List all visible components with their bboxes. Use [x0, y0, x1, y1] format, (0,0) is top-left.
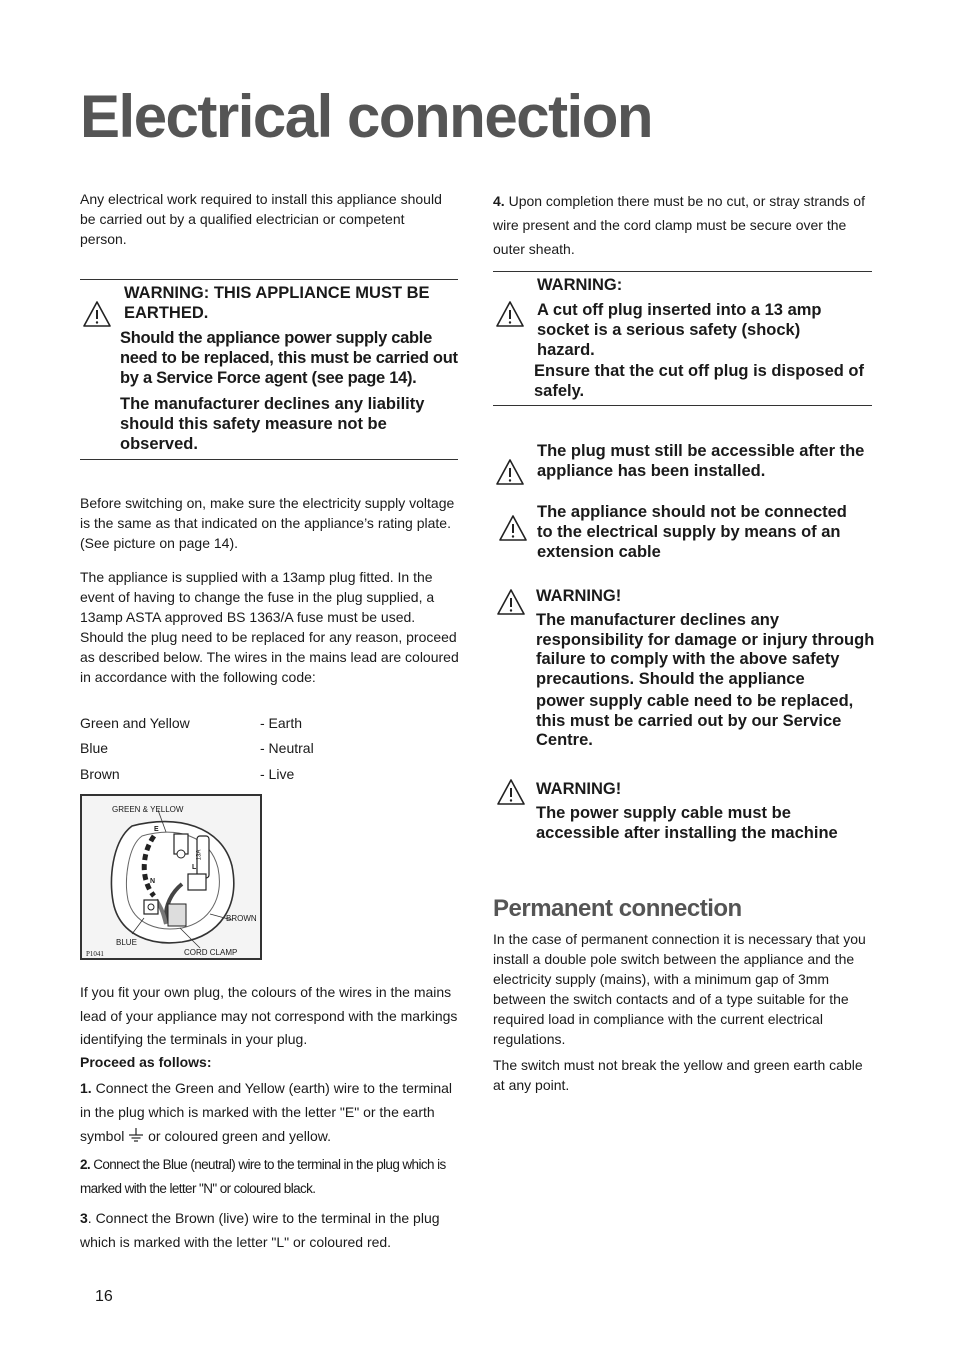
- label-figure-code: P1041: [86, 950, 104, 958]
- permanent-connection-paragraph-1: In the case of permanent connection it is necessary that you install a double pole switch between the appliance and the electricity supply (mains), with a minimum gap of 3mm between the switch contacts and of a type suitable for the required load in compliance with the current electrical regulations.: [493, 931, 866, 1047]
- warning1-title: WARNING:: [537, 276, 623, 294]
- wire-colour: Blue: [80, 740, 109, 756]
- warning-icon: [496, 778, 526, 806]
- warning-icon: [495, 458, 525, 486]
- wire-meaning: - Live: [260, 766, 295, 782]
- step-1: [80, 1076, 460, 1148]
- warning-icon: [495, 300, 525, 328]
- warning2-title: WARNING!: [536, 587, 622, 605]
- wire-colour: Green and Yellow: [80, 715, 190, 731]
- label-green-yellow: GREEN & YELLOW: [112, 805, 184, 814]
- earthed-warning-title: WARNING: THIS APPLIANCE MUST BE EARTHED.: [124, 284, 430, 322]
- warning3-title: WARNING!: [536, 780, 622, 798]
- plug-accessible-note: The plug must still be accessible after the appliance has been installed.: [537, 442, 865, 480]
- extension-cable-note: The appliance should not be connected to the electrical supply by means of an extension cable: [537, 503, 847, 561]
- label-brown: BROWN: [226, 914, 257, 923]
- warning2-text2: power supply cable need to be replaced, this must be carried out by our Service Centre.: [536, 692, 854, 749]
- page-title: Electrical connection: [80, 83, 653, 150]
- step-3: [80, 1206, 460, 1254]
- wire-meaning: - Earth: [260, 715, 303, 731]
- step-4: [493, 189, 865, 261]
- wire-meaning: - Neutral: [260, 740, 314, 756]
- label-fuse: 13A: [196, 849, 203, 861]
- plug-wiring-diagram: [80, 794, 262, 960]
- earthed-warning-para2: The manufacturer declines any liability should this safety measure not be observed.: [120, 395, 425, 453]
- label-e: E: [154, 826, 159, 833]
- warning-icon: [496, 588, 526, 616]
- label-blue: BLUE: [116, 938, 137, 947]
- label-n: N: [150, 878, 156, 885]
- wire-colour: Brown: [80, 766, 120, 782]
- step-4-text: Upon completion there must be no cut, or stray strands of wire present and the cord clamp must be secure over the outer sheath.: [493, 193, 865, 257]
- terminal-screw: [177, 850, 185, 858]
- step-number: 2.: [80, 1157, 91, 1172]
- cord-clamp: [168, 904, 186, 926]
- step-number: 1.: [80, 1080, 92, 1096]
- step-2-text: Connect the Blue (neutral) wire to the terminal in the plug which is marked with the letter "N" or coloured black.: [80, 1157, 446, 1196]
- permanent-connection-heading: Permanent connection: [493, 895, 742, 922]
- step-1-text-a: Connect the Green and Yellow (earth) wire to the terminal in the plug which is marked with the letter "E" or the earth symbol: [80, 1080, 452, 1144]
- label-l: L: [192, 864, 197, 871]
- warning1-text1: A cut off plug inserted into a 13 amp socket is a serious safety (shock) hazard.: [537, 301, 822, 359]
- before-switching-paragraph: Before switching on, make sure the electricity supply voltage is the same as that indicated on the appliance’s rating plate. (See picture on page 14).: [80, 495, 455, 551]
- step-number: 4.: [493, 193, 505, 209]
- step-1-text-b: or coloured green and yellow.: [144, 1128, 332, 1144]
- step-number: 3: [80, 1210, 88, 1226]
- plug-supplied-paragraph: The appliance is supplied with a 13amp plug fitted. In the event of having to change the fuse in the plug supplied, a 13amp ASTA approved BS 1363/A fuse must be used. Should the plug need to be replaced for any reason, proceed as described below. The wires in the mains lead are coloured in accordance with the following code:: [80, 569, 459, 685]
- warning1-bottom-rule: [493, 405, 872, 406]
- page-number: 16: [95, 1288, 113, 1305]
- live-terminal: [188, 874, 206, 890]
- intro-paragraph: Any electrical work required to install this appliance should be carried out by a qualified electrician or competent person.: [80, 191, 442, 247]
- warning-box-top-rule: [80, 279, 458, 280]
- own-plug-paragraph: If you fit your own plug, the colours of the wires in the mains lead of your appliance may not correspond with the markings identifying the terminals in your plug.: [80, 984, 458, 1047]
- warning3-text: The power supply cable must be accessible after installing the machine: [536, 804, 838, 842]
- earthed-warning-para1: Should the appliance power supply cable need to be replaced, this must be carried out by a Service Force agent (see page 14).: [120, 329, 458, 387]
- earth-symbol-icon: [128, 1127, 144, 1143]
- warning2-text1: The manufacturer declines any responsibility for damage or injury through failure to comply with the above safety precautions. Should the appliance: [536, 611, 875, 688]
- warning1-top-rule: [493, 271, 872, 272]
- step-2: [80, 1153, 462, 1201]
- permanent-connection-paragraph-2: The switch must not break the yellow and green earth cable at any point.: [493, 1057, 863, 1093]
- warning1-text2: Ensure that the cut off plug is disposed of safely.: [534, 362, 865, 400]
- warning-icon: [82, 300, 112, 328]
- warning-icon: [498, 514, 528, 542]
- step-3-text: . Connect the Brown (live) wire to the terminal in the plug which is marked with the letter "L" or coloured red.: [80, 1210, 440, 1250]
- proceed-heading: Proceed as follows:: [80, 1054, 212, 1070]
- warning-box-bottom-rule: [80, 459, 458, 460]
- label-cord-clamp: CORD CLAMP: [184, 948, 238, 957]
- terminal-screw: [148, 904, 154, 910]
